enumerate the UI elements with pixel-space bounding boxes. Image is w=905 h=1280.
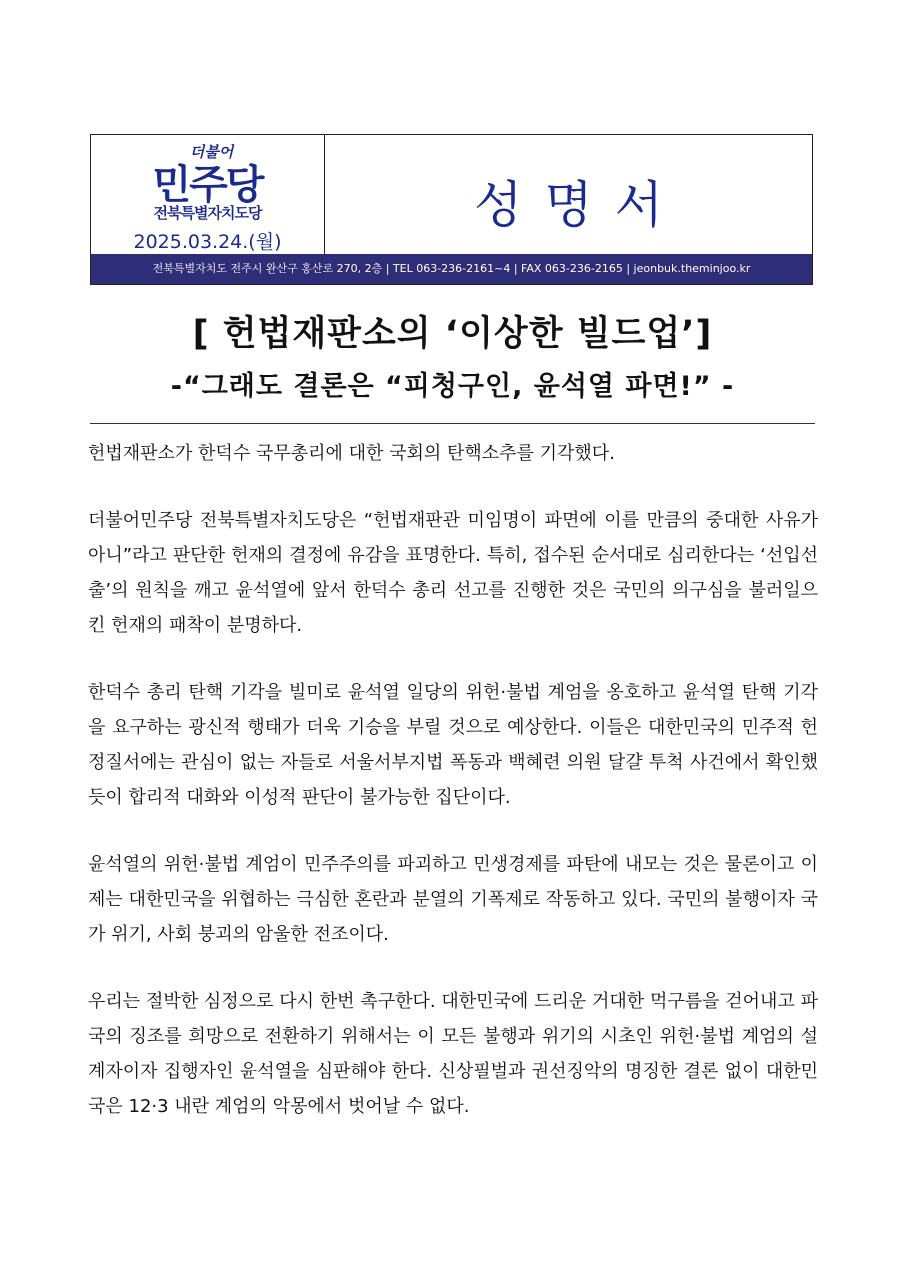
- paragraph: 한덕수 총리 탄핵 기각을 빌미로 윤석열 일당의 위헌·불법 계엄을 옹호하고 윤석열 탄핵 기각을 요구하는 광신적 행태가 더욱 기승을 부릴 것으로 예상한다. 이들은 대한민국의 민주적 헌정질서에는 관심이 없는 자들로 서울서부지법 폭동과 백혜련 의원 달걀 투척 사건에서 확인했듯이 합리적 대화와 이성적 판단이 불가능한 집단이다.: [88, 682, 818, 808]
- page-title: [ 헌법재판소의 ‘이상한 빌드업’]: [192, 314, 713, 354]
- document-date: 2025.03.24.(월): [133, 231, 282, 253]
- page-subtitle: -“그래도 결론은 “피청구인, 윤석열 파면!” -: [170, 371, 735, 402]
- statement-body: [88, 436, 818, 1156]
- divider: [90, 423, 815, 424]
- contact-bar: 전북특별자치도 전주시 완산구 홍산로 270, 2층 | TEL 063-236-2161~4 | FAX 063-236-2165 | jeonbuk.theminjoo.kr: [91, 254, 812, 284]
- paragraph: 헌법재판소가 한덕수 국무총리에 대한 국회의 탄핵소추를 기각했다.: [88, 443, 615, 464]
- logo-small-text: 더불어: [189, 143, 234, 161]
- document-type: 성명서: [474, 176, 685, 234]
- logo-sub-text: 전북특별자치도당: [153, 204, 262, 222]
- party-logo: [91, 135, 325, 255]
- logo-main-text: 민주당: [152, 162, 263, 208]
- paragraph: 윤석열의 위헌·불법 계엄이 민주주의를 파괴하고 민생경제를 파탄에 내모는 것은 물론이고 이제는 대한민국을 위협하는 극심한 혼란과 분열의 기폭제로 작동하고 있다. 국민의 불행이자 국가 위기, 사회 붕괴의 암울한 전조이다.: [88, 854, 818, 945]
- document-type-cell: [325, 135, 812, 255]
- statement-header: [90, 134, 813, 285]
- paragraph: 더불어민주당 전북특별자치도당은 “헌법재판관 미임명이 파면에 이를 만큼의 중대한 사유가 아니”라고 판단한 헌재의 결정에 유감을 표명한다. 특히, 접수된 순서대로 심리한다는 ‘선입선출’의 원칙을 깨고 윤석열에 앞서 한덕수 총리 선고를 진행한 것은 국민의 의구심을 불러일으킨 헌재의 패착이 분명하다.: [88, 510, 818, 636]
- paragraph: 우리는 절박한 심정으로 다시 한번 촉구한다. 대한민국에 드리운 거대한 먹구름을 걷어내고 파국의 징조를 희망으로 전환하기 위해서는 이 모든 불행과 위기의 시초인 위헌·불법 계엄의 설계자이자 집행자인 윤석열을 심판해야 한다. 신상필벌과 권선징악의 명징한 결론 없이 대한민국은 12·3 내란 계엄의 악몽에서 벗어날 수 없다.: [88, 991, 818, 1117]
